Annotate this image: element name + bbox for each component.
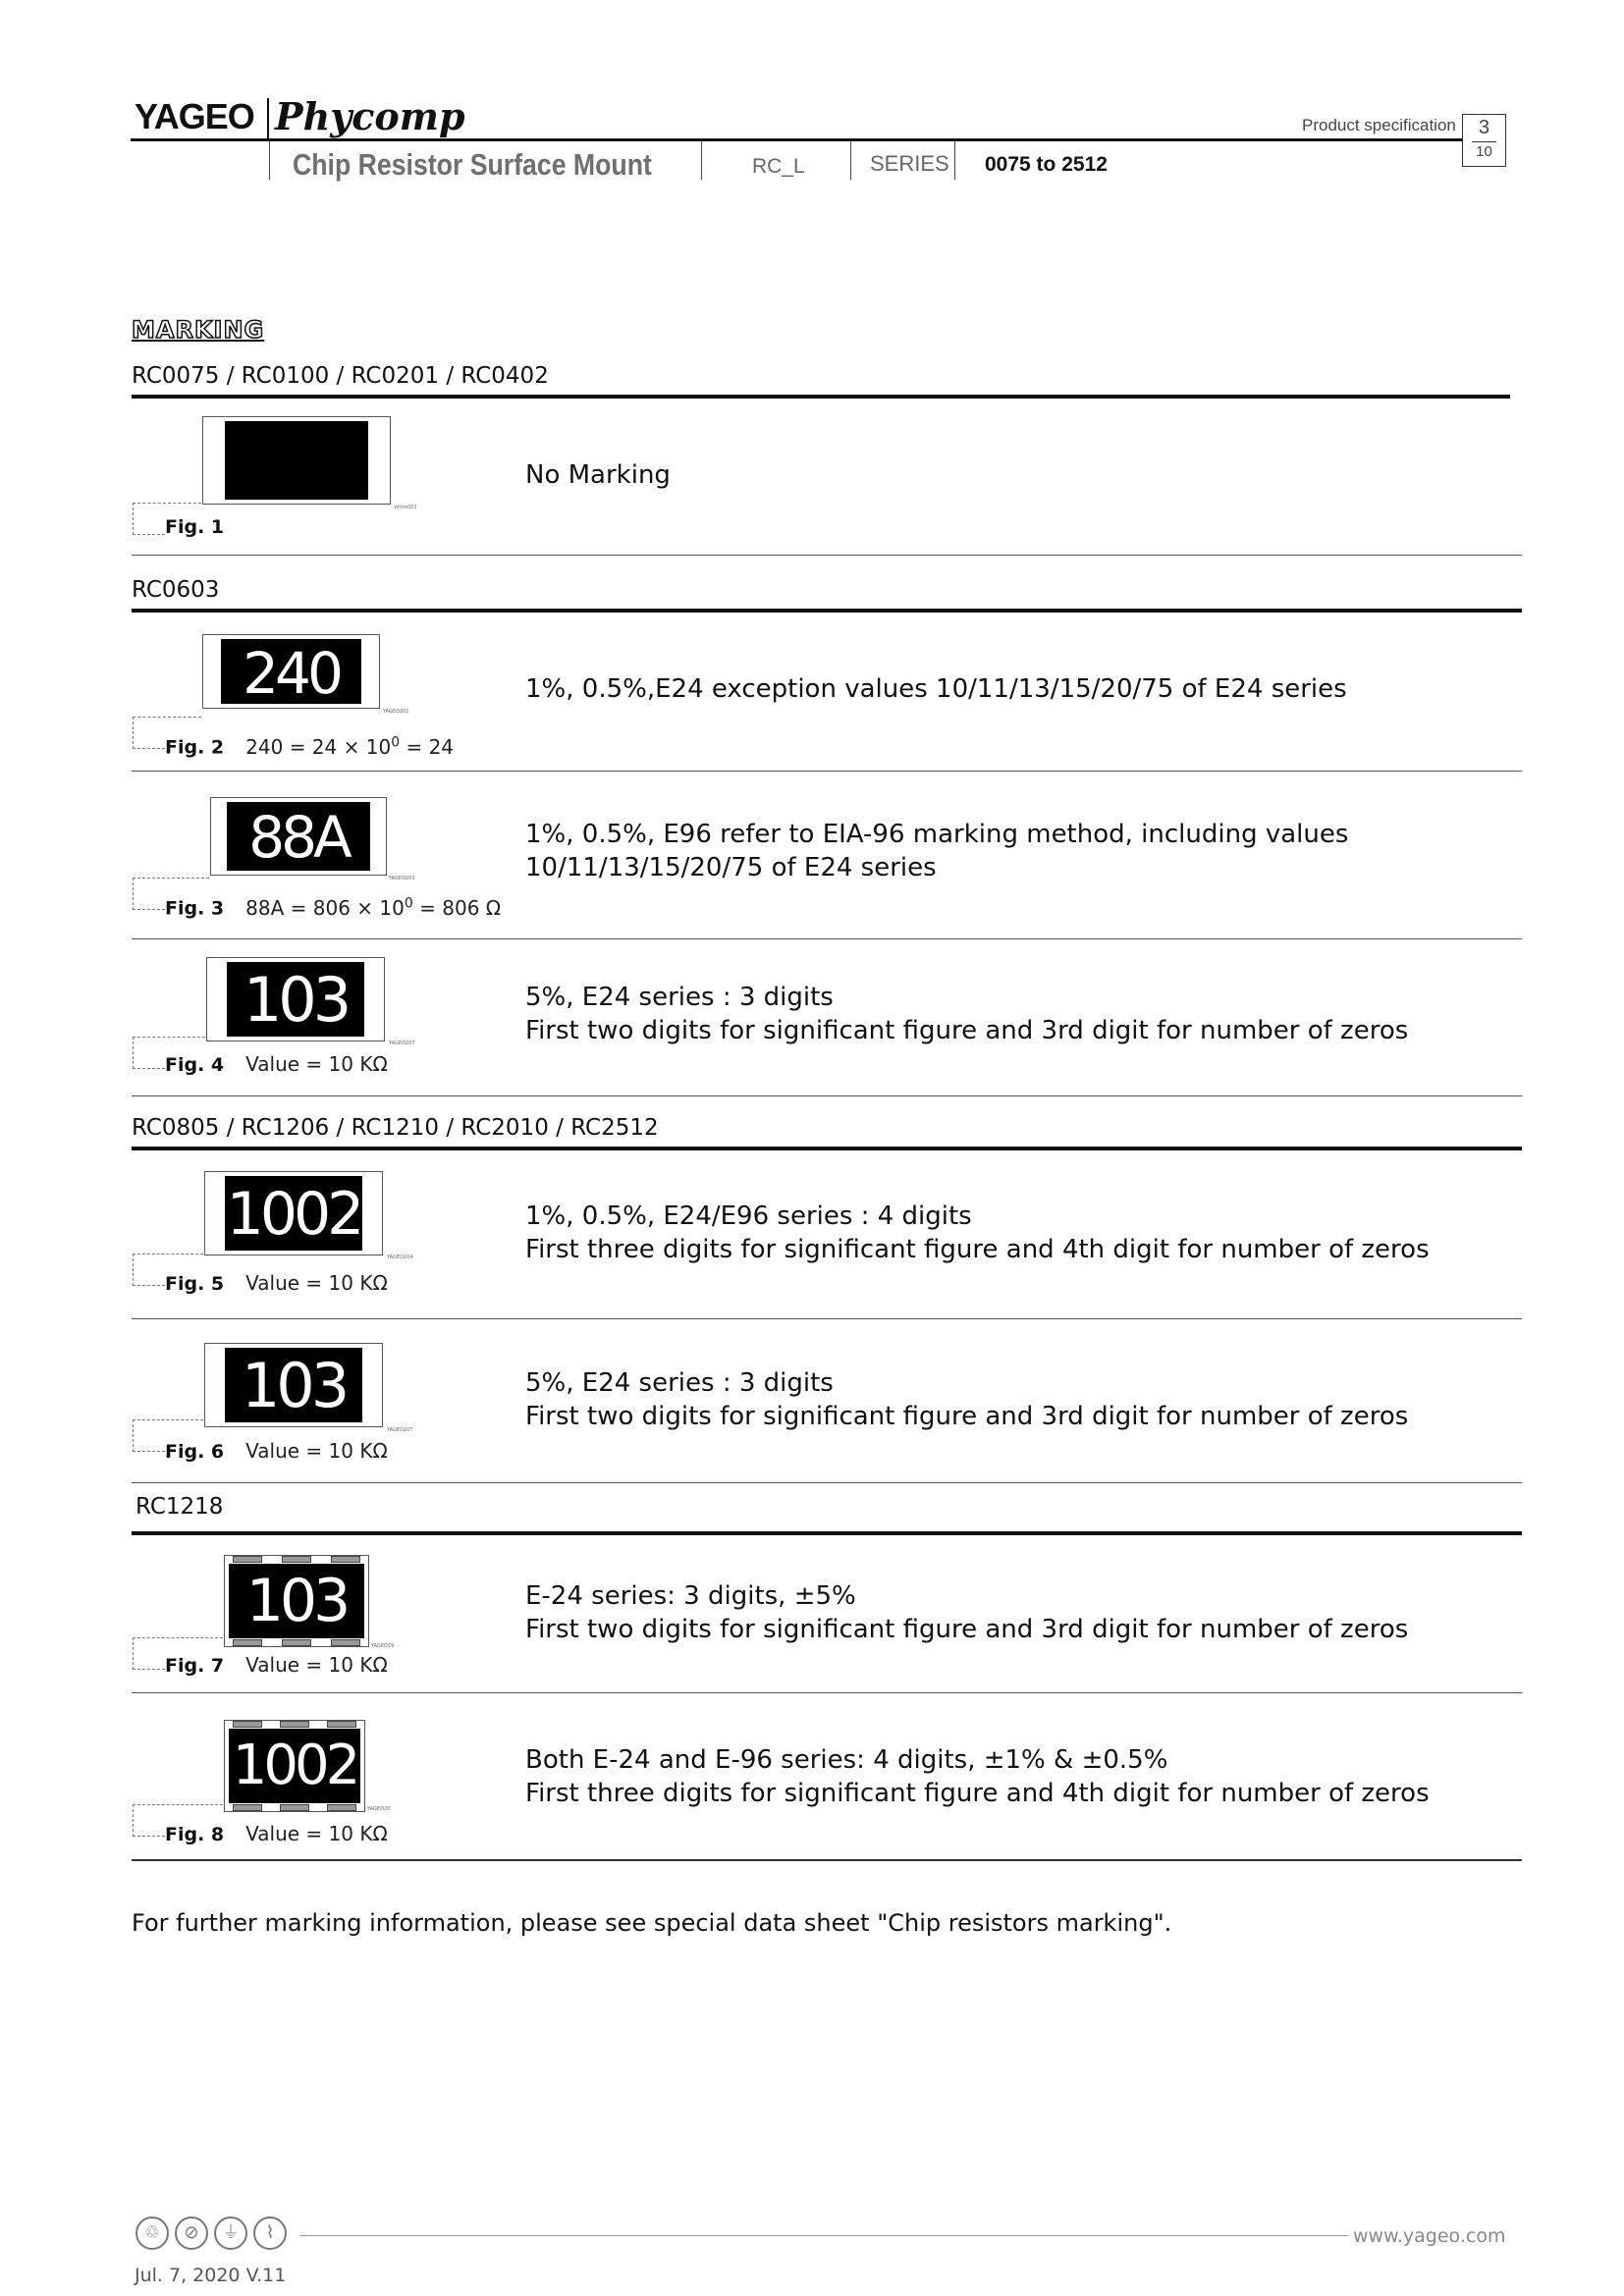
figure-description: 1%, 0.5%, E24/E96 series : 4 digits — [525, 1201, 972, 1231]
figure-leader — [133, 503, 165, 535]
page-fraction-bar — [1472, 141, 1496, 142]
page-total: 10 — [1476, 143, 1492, 160]
chip-resistor-figure — [204, 1171, 383, 1255]
yageo-logo: YAGEO — [135, 96, 254, 136]
terminal-pad — [331, 1556, 360, 1563]
header-divider — [850, 141, 851, 180]
figure-code: YAGEO204 — [387, 1255, 413, 1260]
figure-description: First two digits for significant figure and 3rd digit for number of zeros — [525, 1402, 1409, 1431]
figure-value: Value = 10 KΩ — [245, 1822, 388, 1845]
product-type: RC_L — [752, 155, 805, 178]
figure-description: First two digits for significant figure and 3rd digit for number of zeros — [525, 1615, 1409, 1644]
figure-value: $88A = 806 \times 10^0 = 806$ Ω — [245, 895, 502, 920]
website: www.yageo.com — [1353, 2225, 1506, 2247]
figure-value: Value = 10 KΩ — [245, 1439, 388, 1463]
resistor-body — [227, 802, 370, 871]
figure-description: E-24 series: 3 digits, ±5% — [525, 1581, 856, 1611]
resistor-body — [221, 639, 361, 704]
terminal-pad — [233, 1721, 262, 1728]
chip-resistor-figure — [206, 957, 385, 1041]
figure-description: 10/11/13/15/20/75 of E24 series — [525, 853, 937, 882]
resistor-marking: 1002 — [232, 1734, 357, 1797]
terminal-pad — [233, 1639, 262, 1646]
chip-resistor-figure — [202, 634, 380, 709]
figure-code: YAGEO207 — [387, 1427, 413, 1433]
figure-description: First two digits for significant figure and 3rd digit for number of zeros — [525, 1016, 1409, 1045]
figure-label: Fig. 5 Value = 10 KΩ — [165, 1271, 388, 1295]
figure-description: Both E-24 and E-96 series: 4 digits, ±1% & ±0.5% — [525, 1745, 1168, 1775]
row-divider — [132, 1482, 1522, 1483]
resistor-marking: 103 — [245, 1567, 348, 1635]
page-number: 3 — [1478, 117, 1490, 138]
resistor-body — [225, 1176, 362, 1251]
recycle-icon: ♲ — [135, 2216, 169, 2250]
resistor-body — [229, 1729, 360, 1803]
figure-leader — [133, 1804, 165, 1837]
figure-description: First three digits for significant figure and 4th digit for number of zeros — [525, 1779, 1430, 1808]
terminal-pad — [282, 1639, 311, 1646]
figure-value: Value = 10 KΩ — [245, 1653, 388, 1677]
header-rule — [131, 138, 1462, 141]
figure-code: YAGEO203 — [389, 876, 415, 881]
figure-code: YAGEO19 — [371, 1643, 395, 1649]
figure-description: First three digits for significant figure and 4th digit for number of zeros — [525, 1235, 1430, 1264]
footer-rule — [299, 2235, 1348, 2236]
resistor-body — [227, 962, 364, 1037]
figure-leader — [133, 717, 165, 749]
terminal-pad — [233, 1804, 262, 1811]
figure-label: Fig. 2 $240 = 24 \times 10^0 = 24$ — [165, 734, 455, 759]
figure-leader — [133, 1254, 165, 1286]
row-divider — [132, 555, 1522, 556]
chip-resistor-figure — [224, 1555, 369, 1647]
header-divider — [269, 141, 270, 180]
figure-description: 5%, E24 series : 3 digits — [525, 983, 834, 1012]
figure-description: 5%, E24 series : 3 digits — [525, 1368, 834, 1398]
halogen-free-icon: ⌇ — [253, 2216, 287, 2250]
group-heading: RC0075 / RC0100 / RC0201 / RC0402 — [132, 363, 549, 389]
figure-code: YAGEO207 — [389, 1041, 415, 1046]
figure-leader — [133, 1419, 165, 1452]
resistor-marking: 240 — [243, 640, 340, 704]
figure-leader — [133, 1637, 165, 1670]
resistor-marking: 103 — [241, 1350, 347, 1421]
group-heading: RC0805 / RC1206 / RC1210 / RC2010 / RC2512 — [132, 1115, 659, 1141]
chip-resistor-figure — [224, 1720, 365, 1812]
resistor-body — [229, 1564, 364, 1638]
figure-code: YAGEO201 — [383, 709, 409, 715]
group-rule — [132, 1147, 1522, 1150]
figure-description: 1%, 0.5%, E96 refer to EIA-96 marking method, including values — [525, 820, 1349, 849]
terminal-pad — [327, 1804, 356, 1811]
rohs-icon: ⏚ — [214, 2216, 247, 2250]
row-divider — [132, 1095, 1522, 1096]
figure-label: Fig. 3 $88A = 806 \times 10^0 = 806$ Ω — [165, 895, 502, 920]
resistor-marking: 88A — [248, 804, 349, 871]
figure-code: phtm001 — [395, 505, 417, 510]
row-divider — [132, 1692, 1522, 1693]
resistor-body — [225, 1348, 362, 1422]
figure-label: Fig. 4 Value = 10 KΩ — [165, 1052, 388, 1076]
terminal-pad — [233, 1556, 262, 1563]
terminal-pad — [280, 1721, 309, 1728]
figure-description: 1%, 0.5%,E24 exception values 10/11/13/15/20/75 of E24 series — [525, 674, 1347, 704]
series-range: 0075 to 2512 — [985, 153, 1108, 176]
chip-resistor-figure — [202, 416, 391, 505]
figure-label: Fig. 8 Value = 10 KΩ — [165, 1822, 388, 1845]
figure-leader — [133, 1037, 165, 1069]
resistor-marking: 1002 — [226, 1180, 361, 1249]
group-heading: RC1218 — [135, 1494, 224, 1520]
figure-value: Value = 10 KΩ — [245, 1271, 388, 1295]
figure-code: YAGEO20 — [367, 1806, 391, 1812]
terminal-pad — [280, 1804, 309, 1811]
spec-label: Product specification — [1302, 116, 1456, 134]
figure-leader — [133, 878, 165, 910]
compliance-icons — [135, 2216, 293, 2250]
figure-label: Fig. 6 Value = 10 KΩ — [165, 1439, 388, 1463]
chip-resistor-figure — [204, 1343, 383, 1427]
row-divider — [132, 1318, 1522, 1319]
terminal-pad — [282, 1556, 311, 1563]
figure-value: $240 = 24 \times 10^0 = 24$ — [245, 734, 455, 759]
header-divider — [954, 141, 955, 180]
revision-date: Jul. 7, 2020 V.11 — [135, 2265, 287, 2286]
row-divider — [132, 771, 1522, 772]
terminal-pad — [327, 1721, 356, 1728]
figure-label: Fig. 7 Value = 10 KΩ — [165, 1653, 388, 1677]
group-rule — [132, 1531, 1522, 1535]
group-heading: RC0603 — [132, 577, 220, 603]
section-title: MARKING — [132, 316, 265, 344]
document-title: Chip Resistor Surface Mount — [293, 147, 652, 182]
group-rule — [132, 395, 1510, 399]
resistor-marking: 103 — [243, 964, 349, 1036]
figure-value: Value = 10 KΩ — [245, 1052, 388, 1076]
chip-resistor-figure — [210, 797, 387, 876]
group-rule — [132, 609, 1522, 613]
row-divider — [132, 1859, 1522, 1861]
row-divider — [132, 938, 1522, 939]
phycomp-logo: Phycomp — [275, 94, 465, 138]
footnote: For further marking information, please see special data sheet "Chip resistors marking". — [132, 1909, 1172, 1937]
header-divider — [701, 141, 702, 180]
resistor-body — [225, 421, 368, 500]
logo-divider — [267, 98, 269, 139]
series-label: SERIES — [870, 151, 949, 176]
figure-description: No Marking — [525, 460, 671, 490]
terminal-pad — [331, 1639, 360, 1646]
lead-free-icon: ⊘ — [175, 2216, 208, 2250]
page-number-box — [1462, 114, 1506, 167]
figure-label: Fig. 1 — [165, 516, 225, 538]
